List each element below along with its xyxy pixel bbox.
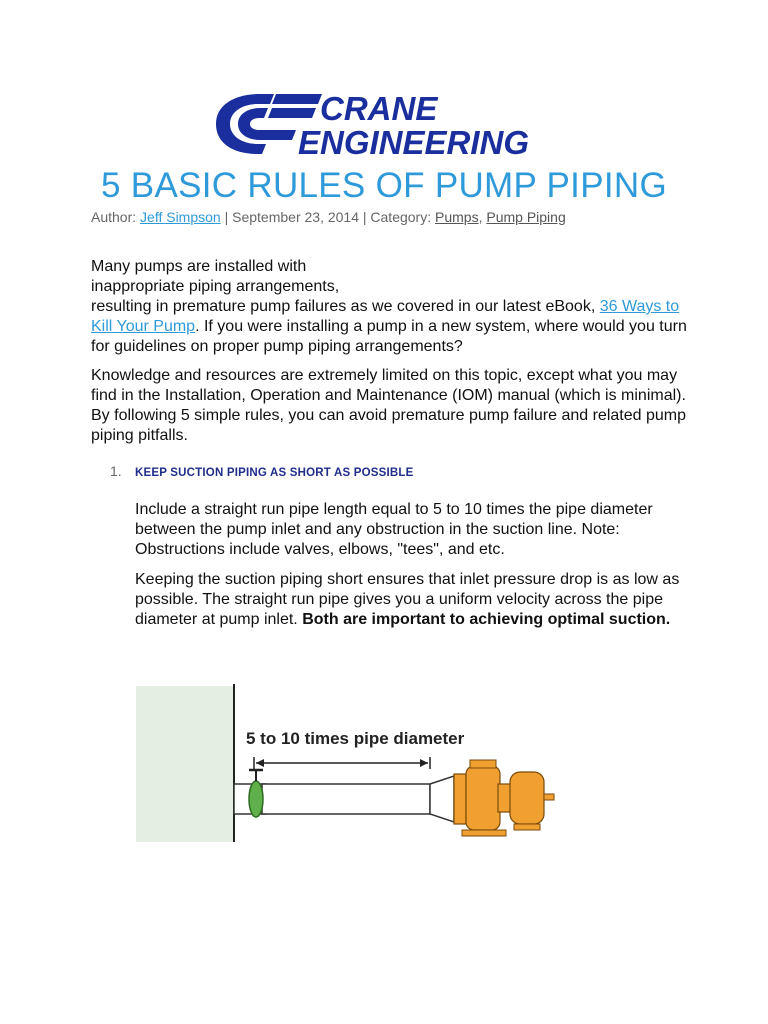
dimension-label: 5 to 10 times pipe diameter (246, 729, 465, 748)
pipe-reducer (430, 776, 454, 822)
author-link[interactable]: Jeff Simpson (140, 209, 221, 225)
rule-1-text-1: Include a straight run pipe length equal to 5 to 10 times the pipe diameter between the pump inlet and any obstruction in the suction line. Note: Obstructions include valves, elbows, "tees", and etc. (135, 501, 653, 558)
date-category-label: | September 23, 2014 | Category: (220, 209, 435, 225)
logo-text-engineering: ENGINEERING (298, 124, 530, 158)
logo-text-crane: CRANE (320, 90, 438, 127)
rule-1-heading (110, 463, 414, 479)
rule-heading-text: KEEP SUCTION PIPING AS SHORT AS POSSIBLE (135, 467, 414, 479)
rule-1-text-2-bold: Both are important to achieving optimal suction. (302, 611, 671, 628)
category-separator: , (478, 209, 487, 225)
category-link-pumps[interactable]: Pumps (435, 209, 479, 225)
intro-line-3: resulting in premature pump failures as we covered in our latest eBook, (91, 298, 600, 315)
intro-line-2: inappropriate piping arrangements, (91, 278, 340, 295)
intro-paragraph (91, 257, 691, 357)
suction-piping-diagram (136, 680, 556, 880)
rule-1-text-2-plain: Keeping the suction piping short ensures that inlet pressure drop is as low as possible. The straight run pipe gives you a uniform velocity across the pipe diameter at pump inlet. (135, 571, 680, 628)
intro-line-1: Many pumps are installed with (91, 258, 307, 275)
rule-1-text-2 (135, 570, 695, 630)
pump-icon (454, 760, 554, 836)
tank-shape (136, 686, 234, 842)
article-meta (91, 209, 566, 225)
crane-engineering-logo (212, 90, 557, 158)
author-label: Author: (91, 209, 141, 225)
ebook-link[interactable]: 36 Ways to Kill Your Pump (91, 298, 680, 335)
rule-number: 1. (110, 463, 122, 479)
paragraph-knowledge: Knowledge and resources are extremely limited on this topic, except what you may find in the Installation, Operation and Maintenance (IOM) manual (which is minimal). By following 5 simple rules, you can avoid premature pump failure and related pump piping pitfalls. (91, 367, 686, 444)
valve-icon (249, 781, 263, 817)
category-link-pump-piping[interactable]: Pump Piping (486, 209, 566, 225)
page-title: 5 BASIC RULES OF PUMP PIPING (101, 166, 667, 205)
intro-line-3-end: . If you were installing a pump in a new system, where would you turn for guidelines on proper pump piping arrangements? (91, 318, 687, 355)
suction-pipe (262, 784, 430, 814)
